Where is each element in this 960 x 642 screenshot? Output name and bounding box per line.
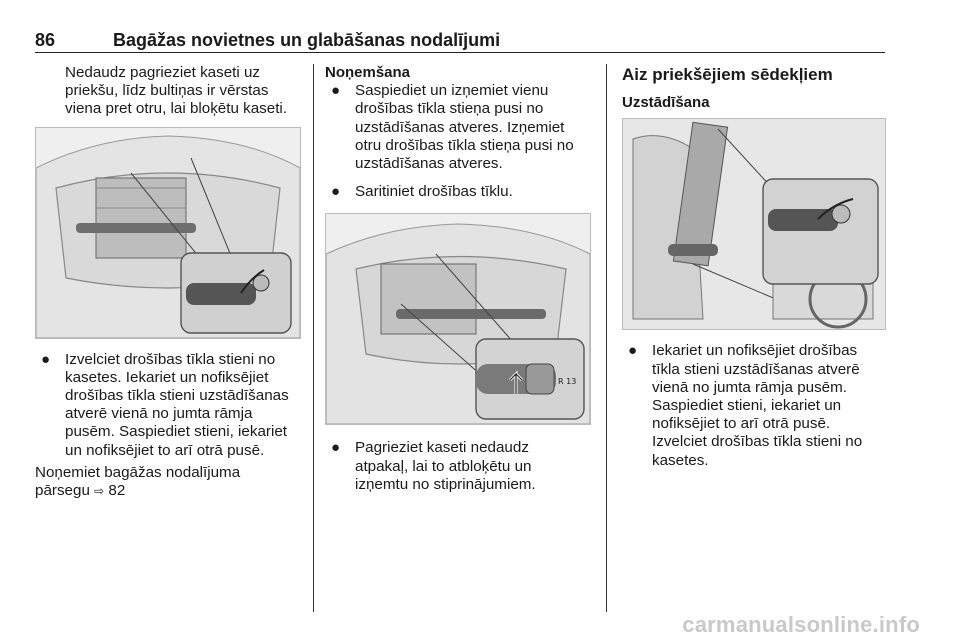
page-title: Bagāžas novietnes un glabāšanas nodalījumi [113,30,501,50]
figure-cassette-remove-drawing [326,214,590,424]
bullet-dot: ● [331,183,341,201]
bullet-line: izņemtu no stiprinājumiem. [355,475,536,493]
bullet-line: drošības tīkla stieni uzstādīšanas [65,387,289,405]
bullet-line: Saritiniet drošības tīklu. [355,183,513,201]
intro-line: Nedaudz pagrieziet kaseti uz [65,64,261,81]
figure-cassette-remove [325,213,591,425]
note-paragraph [35,464,301,500]
bullet-line: kasetes. [652,451,709,469]
bullet-line: Iekariet un nofiksējiet drošības [652,342,858,360]
bullet-dot: ● [331,439,341,457]
bullet-dot: ● [41,350,51,368]
bullet-line: pusēm. Saspiediet stieni, iekariet [65,423,288,441]
removal-heading: Noņemšana [325,64,411,81]
bullet-dot: ● [628,342,638,360]
figure-label: R 13 [558,377,577,387]
figure-front-seat-install [622,118,886,330]
bullet-install-behind-seats [622,342,884,469]
bullet-line: nofiksējiet to arī otrā pusē. [652,415,831,433]
intro-line: priekšu, līdz bultiņas ir vērstas [65,82,269,100]
bullet-install-rod [35,351,301,460]
bullet-line: tīkla stieni uzstādīšanas atverē [652,360,860,378]
bullet-line: uzstādīšanas atveres. [355,155,503,173]
page-ref-link[interactable]: 82 [108,482,126,500]
bullet-line: Izvelciet drošības tīkla stieni no [652,433,863,451]
note-line-ref [35,482,301,500]
figure-cassette-install [35,127,301,339]
watermark: carmanualsonline.info [682,612,920,637]
bullet-line: Izvelciet drošības tīkla stieni no [65,350,276,368]
column-divider-2 [606,64,607,612]
bullet-roll-net [325,183,593,201]
section-title: Aiz priekšējiem sēdekļiem [622,65,833,84]
intro-paragraph [35,64,301,119]
bullet-line: drošības tīkla stieņa pusi no [355,100,544,118]
bullet-remove-rod [325,82,593,173]
column-3 [622,64,884,470]
figure-cassette-install-drawing [36,128,300,338]
bullet-line: vienā no jumta rāmja pusēm. [652,378,847,396]
bullet-line: un nofiksējiet to arī otrā pusē. [65,441,265,459]
installation-heading: Uzstādīšana [622,94,710,112]
note-line: Noņemiet bagāžas nodalījuma [35,463,241,481]
note-line: pārsegu [35,482,90,500]
bullet-line: Pagrieziet kaseti nedaudz [355,439,529,457]
page-number: 86 [35,30,56,50]
intro-line: viena pret otru, lai bloķētu kaseti. [65,100,288,118]
bullet-dot: ● [331,82,341,100]
page-header [35,32,885,53]
bullet-line: otru drošības tīkla stieņa pusi no [355,136,574,154]
bullet-line: atpakaļ, lai to atbloķētu un [355,457,532,475]
figure-front-seat-install-drawing [623,119,885,329]
bullet-line: atverē vienā no jumta rāmja [65,405,253,423]
bullet-line: uzstādīšanas atveres. Izņemiet [355,118,565,136]
column-divider-1 [313,64,314,612]
column-1 [35,64,301,500]
bullet-line: kasetes. Iekariet un nofiksējiet [65,368,269,386]
bullet-line: Saspiediet un izņemiet vienu [355,82,549,100]
bullet-line: Saspiediet stieni, iekariet un [652,397,842,415]
page-ref-arrow-icon: ⇨ [94,484,105,499]
column-2 [325,64,593,494]
bullet-unlock-cassette [325,439,593,494]
